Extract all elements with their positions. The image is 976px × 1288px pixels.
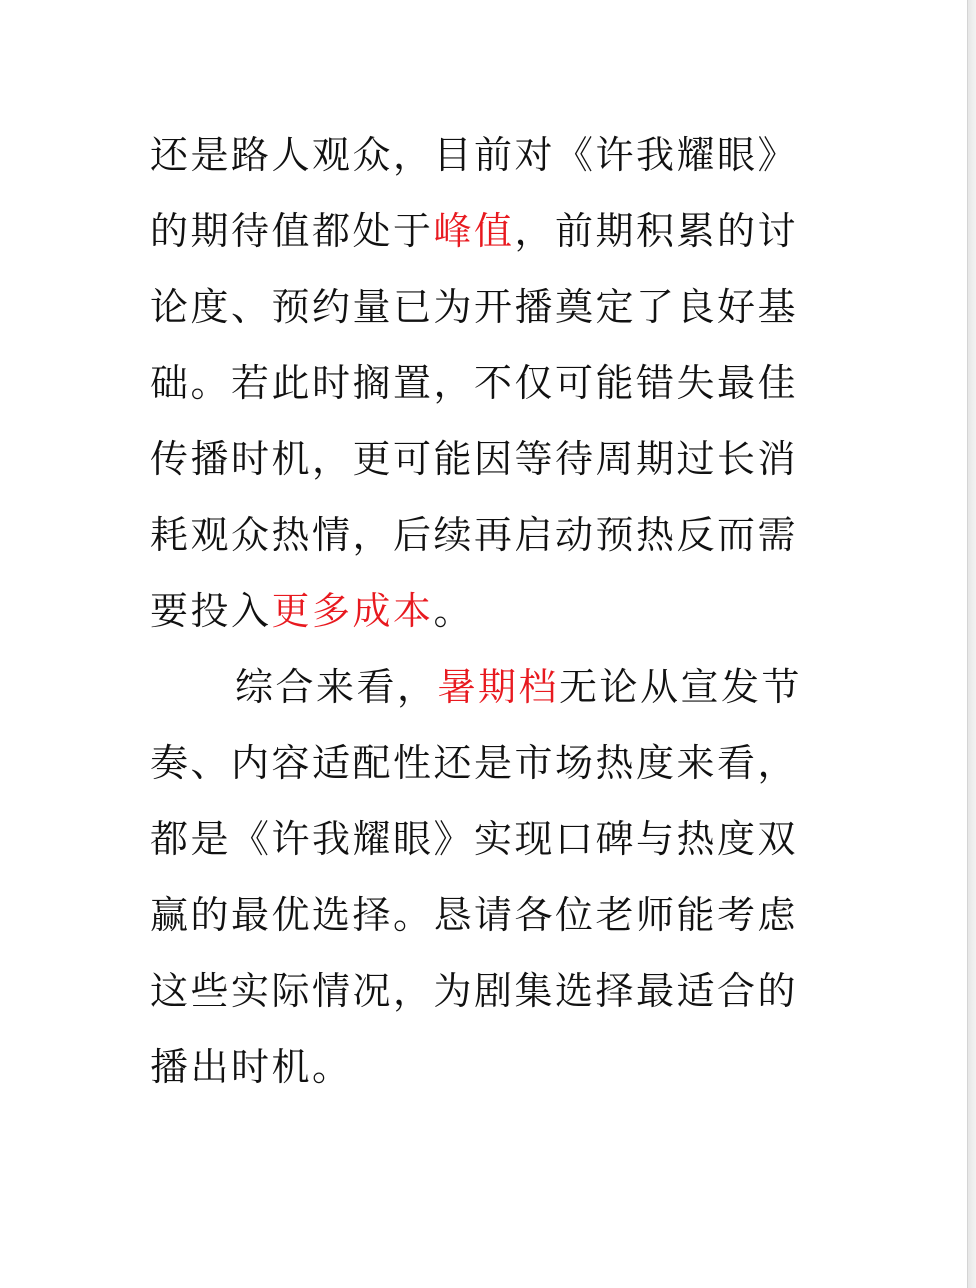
- text-line: [150, 193, 830, 269]
- text-line: [150, 1029, 830, 1105]
- text-segment: 的期待值都处于: [150, 209, 434, 253]
- text-segment: 要投入: [150, 589, 272, 633]
- text-segment: 赢的最优选择。恳请各位老师能考虑: [150, 893, 799, 937]
- text-segment: 这些实际情况，为剧集选择最适合的: [150, 969, 799, 1013]
- page-edge-shadow: [967, 0, 976, 1288]
- text-segment: 础。若此时搁置，不仅可能错失最佳: [150, 361, 799, 405]
- text-line: [150, 421, 830, 497]
- text-line: [150, 725, 830, 801]
- text-line: [150, 269, 830, 345]
- text-line: [150, 801, 830, 877]
- text-line: [150, 345, 830, 421]
- text-segment: 无论从宣发节: [559, 665, 803, 709]
- highlighted-text: 暑期档: [437, 665, 560, 709]
- text-line: [150, 117, 830, 193]
- text-segment: 传播时机，更可能因等待周期过长消: [150, 437, 799, 481]
- text-line: [150, 497, 830, 573]
- text-segment: 耗观众热情，后续再启动预热反而需: [150, 513, 799, 557]
- highlighted-text: 峰值: [433, 209, 515, 253]
- text-segment: 综合来看，: [235, 665, 438, 709]
- text-line: [150, 953, 830, 1029]
- highlighted-text: 更多成本: [271, 589, 434, 633]
- text-segment: 奏、内容适配性还是市场热度来看，: [150, 741, 799, 785]
- text-segment: 都是《许我耀眼》实现口碑与热度双: [150, 817, 799, 861]
- text-line: [150, 573, 830, 649]
- text-segment: 论度、预约量已为开播奠定了良好基: [150, 285, 799, 329]
- body-text: [150, 117, 830, 1105]
- text-segment: 。: [433, 589, 475, 633]
- text-line: [150, 877, 830, 953]
- text-segment: ，前期积累的讨: [514, 209, 799, 253]
- paragraph-start-line: [150, 649, 830, 725]
- text-segment: 还是路人观众，目前对《许我耀眼》: [150, 133, 799, 177]
- text-segment: 播出时机。: [150, 1045, 353, 1089]
